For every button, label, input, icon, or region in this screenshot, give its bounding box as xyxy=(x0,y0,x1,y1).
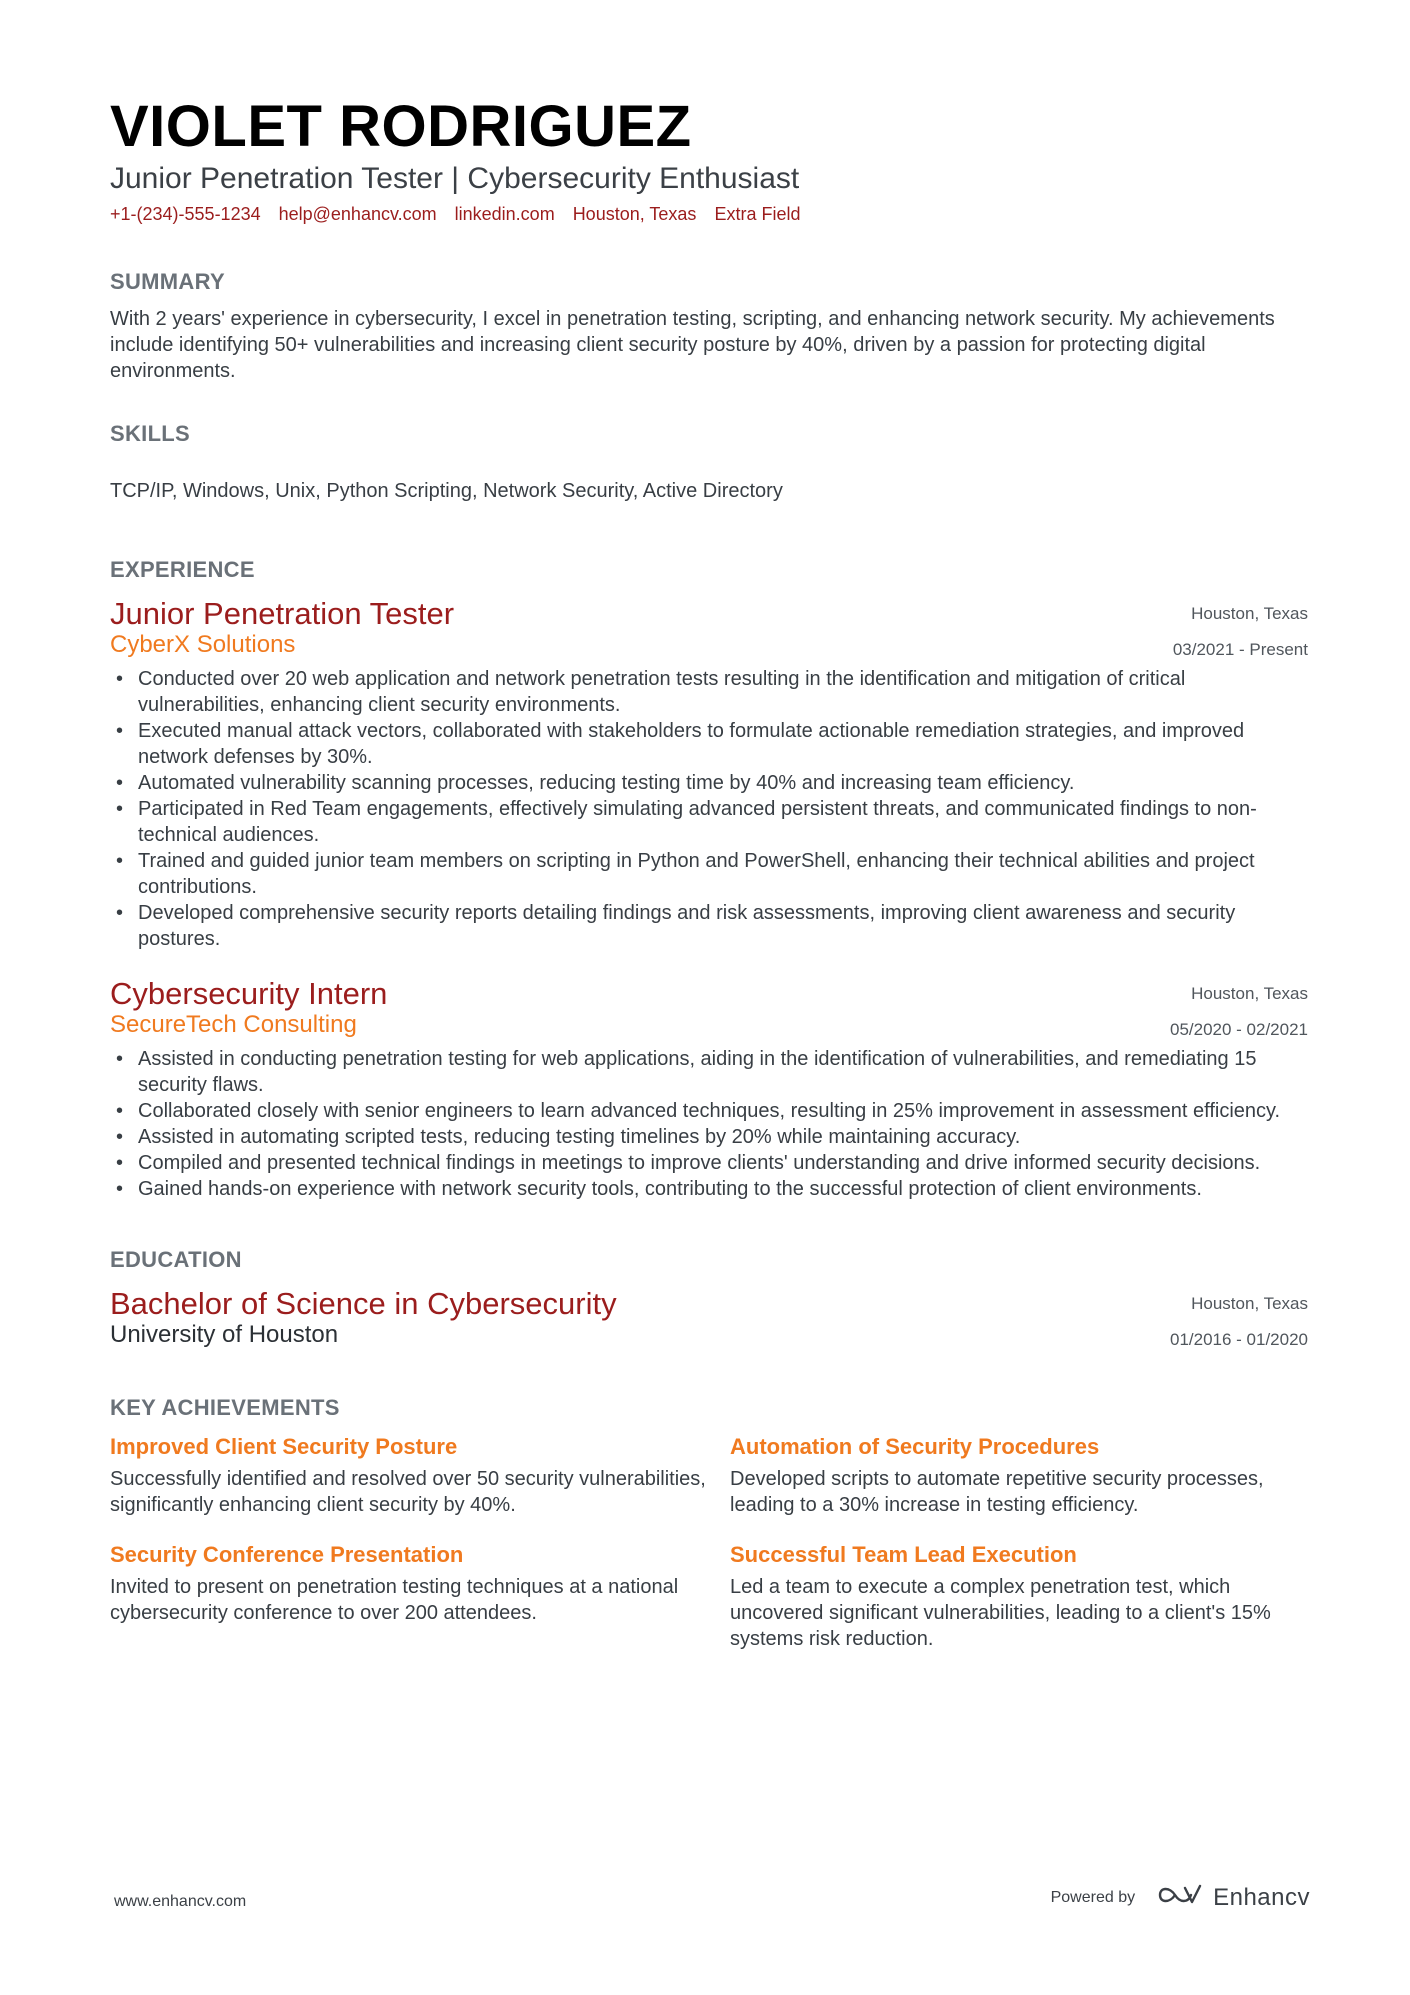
bullet-item: • Developed comprehensive security reports detailing findings and risk assessments, improving client awareness and security postures. xyxy=(110,900,1308,952)
achievements-section xyxy=(110,1394,1308,1652)
skills-section xyxy=(110,420,1308,504)
enhancv-logo-icon xyxy=(1157,1882,1203,1913)
degree-title: Bachelor of Science in Cybersecurity xyxy=(110,1286,617,1321)
achievements-heading: KEY ACHIEVEMENTS xyxy=(110,1395,340,1420)
achievement-item xyxy=(730,1540,1308,1652)
contact-phone[interactable]: +1-(234)-555-1234 xyxy=(110,204,261,224)
bullet-item: • Automated vulnerability scanning processes, reducing testing time by 40% and increasing team efficiency. xyxy=(110,770,1308,796)
achievement-item xyxy=(110,1540,730,1652)
bullet-item: • Assisted in automating scripted tests, reducing testing timelines by 20% while maintaining accuracy. xyxy=(110,1124,1308,1150)
bullet-item: • Executed manual attack vectors, collaborated with stakeholders to formulate actionable remediation strategies, and improved network defenses by 30%. xyxy=(110,718,1308,770)
contact-linkedin[interactable]: linkedin.com xyxy=(454,204,555,224)
contact-extra-field: Extra Field xyxy=(714,204,801,224)
school-name: University of Houston xyxy=(110,1321,339,1348)
candidate-name: VIOLET RODRIGUEZ xyxy=(110,94,692,159)
footer-branding xyxy=(1051,1882,1310,1913)
company-name: CyberX Solutions xyxy=(110,631,296,658)
job-dates: 03/2021 - Present xyxy=(1172,640,1308,659)
achievement-title: Security Conference Presentation xyxy=(110,1542,464,1567)
contact-location: Houston, Texas xyxy=(572,204,697,224)
bullet-item: • Gained hands-on experience with network security tools, contributing to the successful protection of client environments. xyxy=(110,1176,1308,1202)
education-dates: 01/2016 - 01/2020 xyxy=(1169,1330,1308,1349)
achievement-description: Invited to present on penetration testing techniques at a national cybersecurity conference to over 200 attendees. xyxy=(110,1576,679,1624)
education-entry xyxy=(110,1286,1308,1350)
achievement-item xyxy=(730,1432,1308,1518)
job-meta xyxy=(1170,976,1308,1048)
job-location: Houston, Texas xyxy=(1191,984,1308,1003)
enhancv-brand[interactable] xyxy=(1157,1882,1310,1913)
job-meta xyxy=(1173,596,1308,668)
skills-text: TCP/IP, Windows, Unix, Python Scripting, Network Security, Active Directory xyxy=(110,480,783,502)
bullet-item: • Collaborated closely with senior engineers to learn advanced techniques, resulting in 25% improvement in assessment efficiency. xyxy=(110,1098,1308,1124)
powered-by-label: Powered by xyxy=(1050,1888,1136,1906)
experience-heading: EXPERIENCE xyxy=(110,557,255,582)
bullet-item: • Trained and guided junior team members on scripting in Python and PowerShell, enhancing their technical abilities and project contributions. xyxy=(110,848,1308,900)
summary-text: With 2 years' experience in cybersecurity, I excel in penetration testing, scripting, and enhancing network security. My achievements include identifying 50+ vulnerabilities and increasing client security posture by 40%, driven by a passion for protecting digital environments. xyxy=(110,308,1275,382)
bullet-item: • Assisted in conducting penetration testing for web applications, aiding in the identification of vulnerabilities, and remediating 15 security flaws. xyxy=(110,1046,1308,1098)
achievement-description: Developed scripts to automate repetitive security processes, leading to a 30% increase in testing efficiency. xyxy=(730,1468,1264,1516)
skills-heading: SKILLS xyxy=(110,421,191,446)
education-meta xyxy=(1170,1286,1308,1358)
enhancv-brand-name: Enhancv xyxy=(1213,1883,1310,1911)
resume-header xyxy=(110,95,1308,226)
bullet-item: • Compiled and presented technical findings in meetings to improve clients' understanding and drive informed security decisions. xyxy=(110,1150,1308,1176)
job-location: Houston, Texas xyxy=(1191,604,1308,623)
achievement-description: Led a team to execute a complex penetration test, which uncovered significant vulnerabilities, leading to a client's 15% systems risk reduction. xyxy=(730,1576,1271,1650)
candidate-headline: Junior Penetration Tester | Cybersecurity Enthusiast xyxy=(110,162,800,195)
achievement-title: Automation of Security Procedures xyxy=(730,1434,1100,1459)
education-location: Houston, Texas xyxy=(1191,1294,1308,1313)
experience-entry xyxy=(110,976,1308,1202)
summary-section xyxy=(110,268,1308,384)
job-dates: 05/2020 - 02/2021 xyxy=(1169,1020,1308,1039)
footer-website[interactable]: www.enhancv.com xyxy=(114,1893,247,1910)
education-heading: EDUCATION xyxy=(110,1247,242,1272)
achievement-item xyxy=(110,1432,730,1518)
job-title: Cybersecurity Intern xyxy=(110,976,388,1011)
achievement-title: Improved Client Security Posture xyxy=(110,1434,458,1459)
experience-section xyxy=(110,556,1308,1202)
bullet-item: • Conducted over 20 web application and network penetration tests resulting in the identification and mitigation of critical vulnerabilities, enhancing client security environments. xyxy=(110,666,1308,718)
experience-entry xyxy=(110,596,1308,952)
achievements-grid xyxy=(110,1432,1308,1652)
job-bullets xyxy=(110,1046,1308,1202)
summary-heading: SUMMARY xyxy=(110,269,225,294)
contact-email[interactable]: help@enhancv.com xyxy=(278,204,437,224)
job-title: Junior Penetration Tester xyxy=(110,596,455,631)
company-name: SecureTech Consulting xyxy=(110,1011,357,1038)
contact-bar xyxy=(110,202,1308,226)
education-section xyxy=(110,1246,1308,1350)
job-bullets xyxy=(110,666,1308,952)
resume-content xyxy=(110,95,1308,1652)
bullet-item: • Participated in Red Team engagements, effectively simulating advanced persistent threats, and communicated findings to non-technical audiences. xyxy=(110,796,1308,848)
achievement-title: Successful Team Lead Execution xyxy=(730,1542,1077,1567)
achievement-description: Successfully identified and resolved over 50 security vulnerabilities, significantly enhancing client security by 40%. xyxy=(110,1468,706,1516)
